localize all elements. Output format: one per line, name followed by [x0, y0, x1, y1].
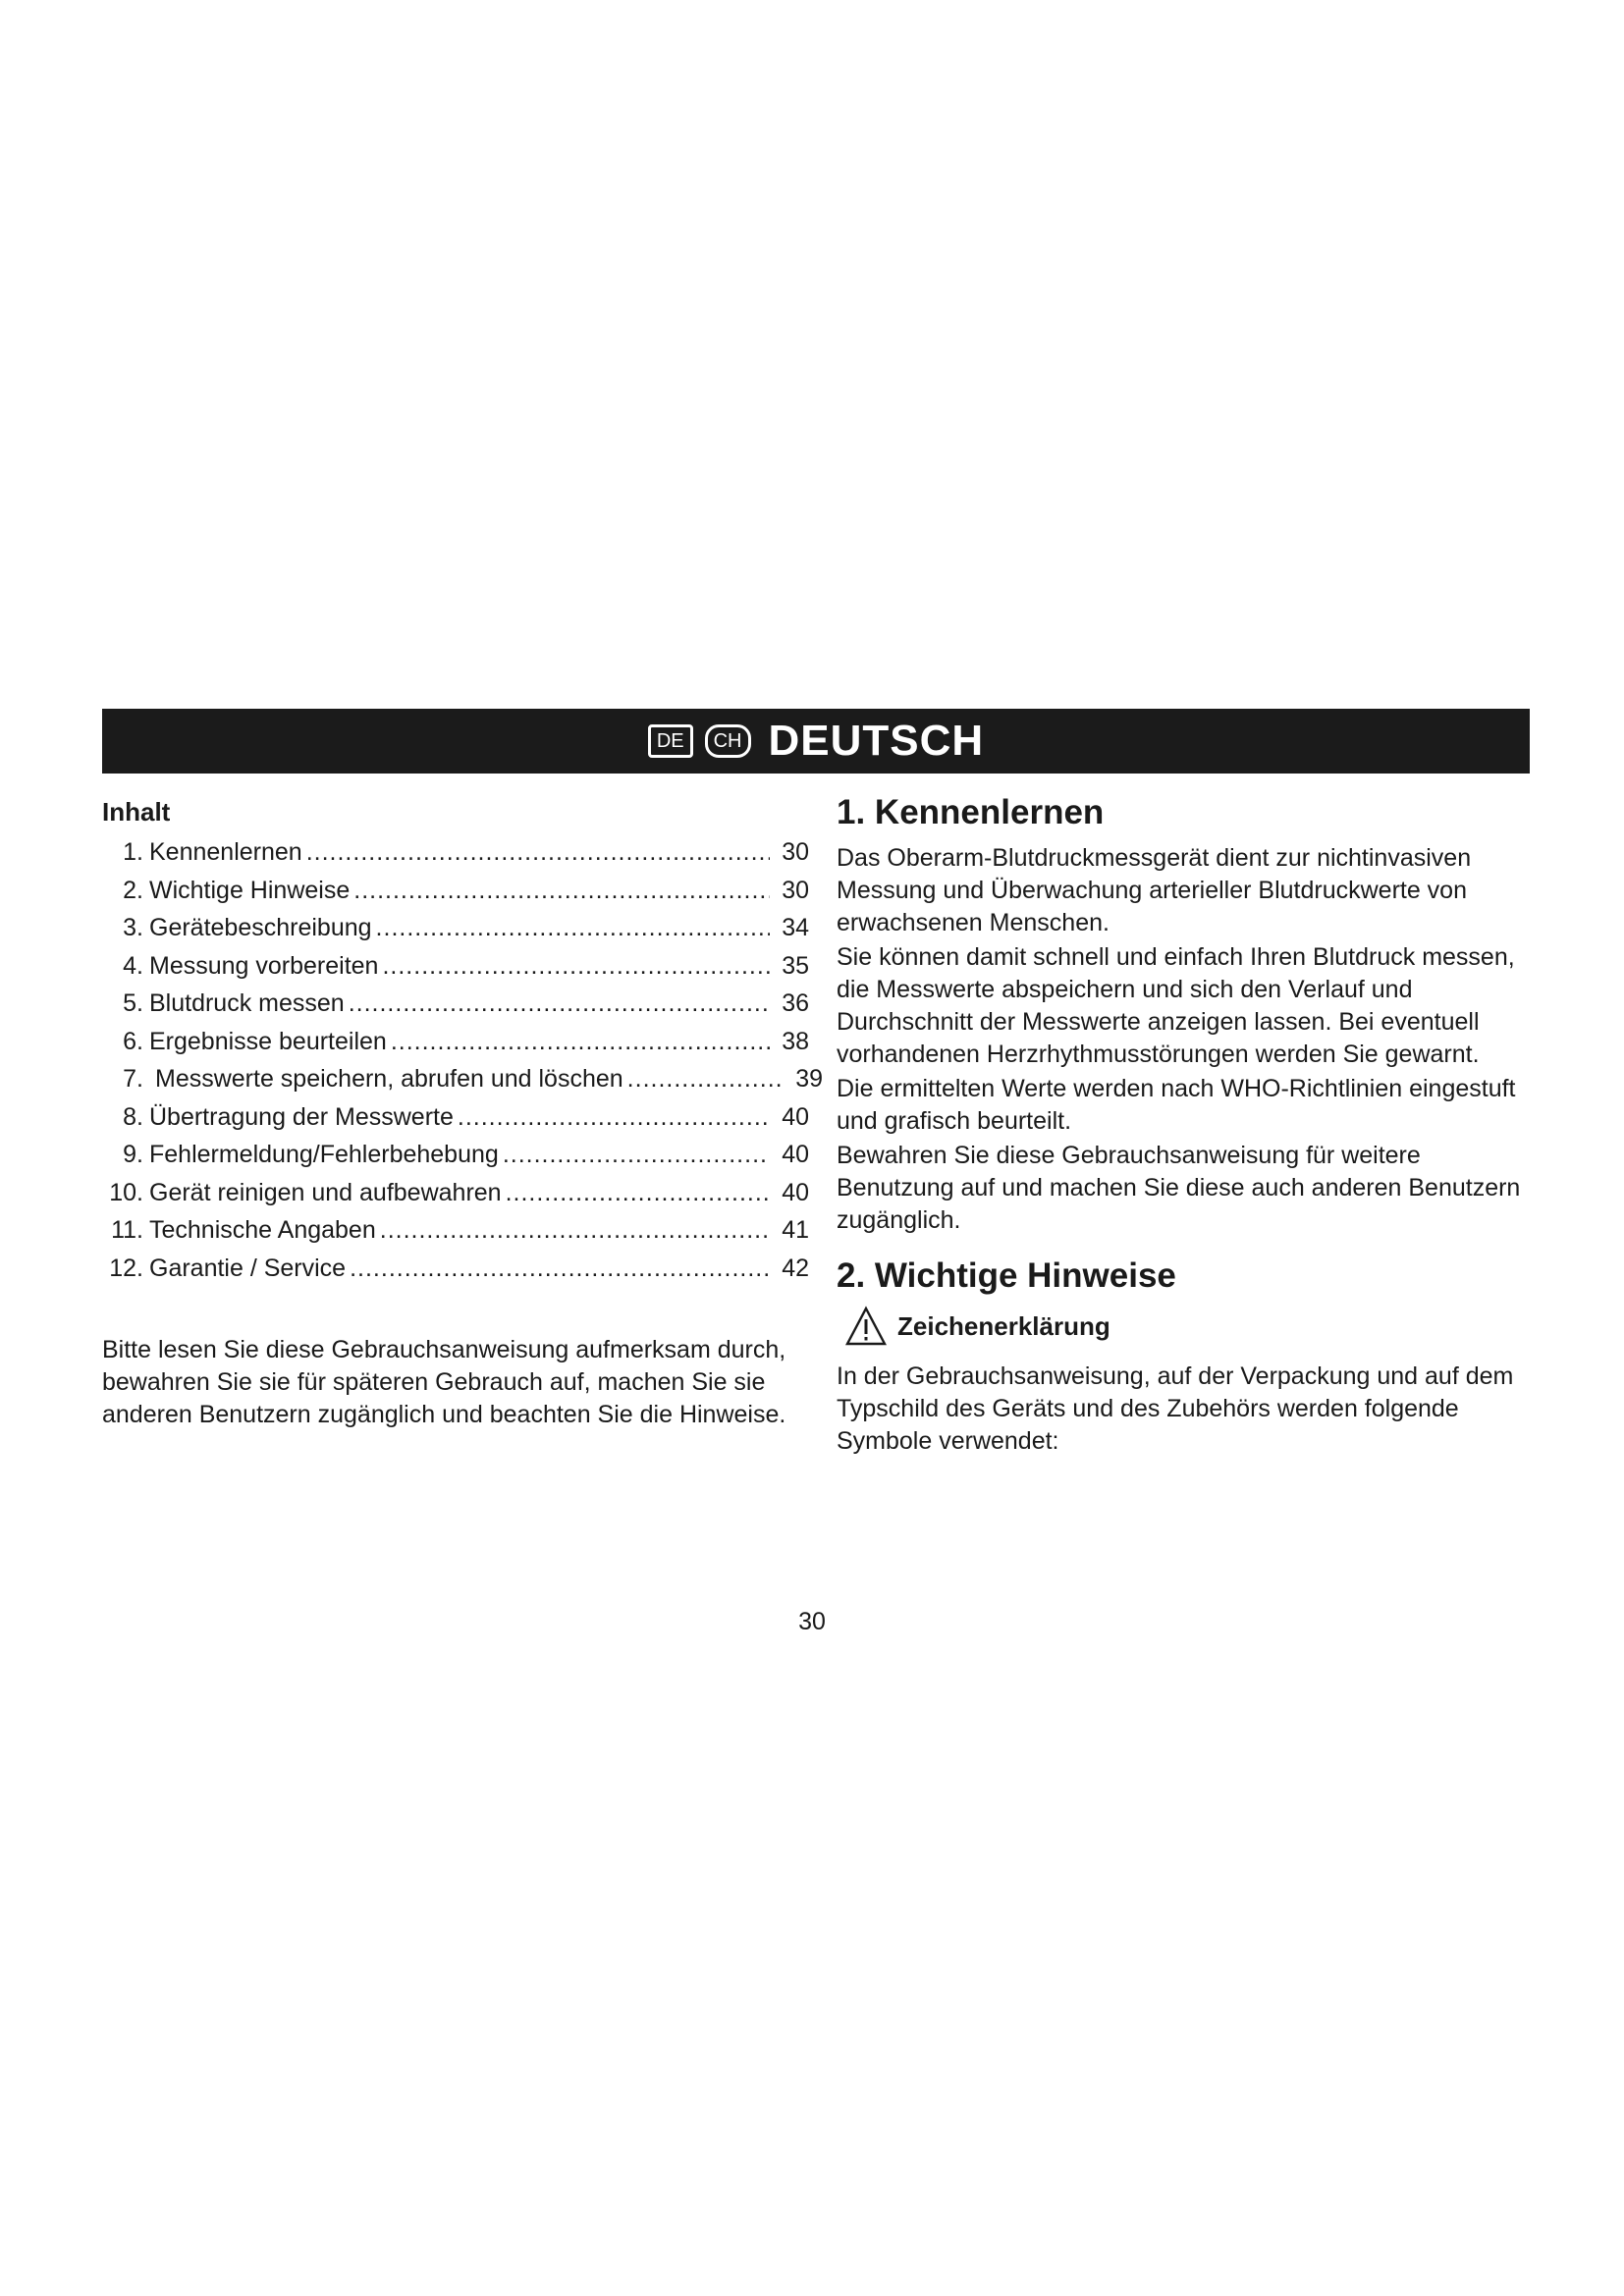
toc-title: Übertragung der Messwerte — [149, 1102, 454, 1131]
toc-number: 5. — [123, 989, 143, 1017]
toc-title: Ergebnisse beurteilen — [149, 1027, 387, 1055]
sub-heading-zeichenerklaerung — [844, 1306, 1536, 1347]
toc-item[interactable] — [102, 1136, 809, 1174]
toc-leader — [353, 872, 770, 910]
toc-leader — [627, 1060, 784, 1098]
toc-heading: Inhalt — [102, 797, 171, 827]
toc-number: 11. — [111, 1216, 143, 1244]
toc-item[interactable] — [102, 1174, 809, 1212]
right-column — [837, 793, 1536, 1460]
toc-page: 36 — [782, 989, 809, 1017]
toc-title: Blutdruck messen — [149, 989, 345, 1017]
toc-item[interactable] — [102, 947, 809, 986]
section-wichtige-hinweise — [837, 1256, 1536, 1458]
toc-title: Garantie / Service — [149, 1254, 347, 1282]
toc-page: 42 — [782, 1254, 809, 1282]
toc-title: Messung vorbereiten — [149, 951, 379, 980]
section-paragraph: Sie können damit schnell und einfach Ihren Blutdruck messen, die Messwerte abspeichern und sich den Verlauf und Durchschnitt der Messwerte anzeigen lassen. Bei eventuell vorhandenen Herzrhythmusstörungen werden Sie gewarnt. — [837, 943, 1515, 1068]
toc-page: 35 — [782, 951, 809, 980]
warning-triangle-icon — [844, 1306, 888, 1347]
toc-item[interactable] — [102, 1098, 809, 1137]
toc-page: 40 — [782, 1102, 809, 1131]
toc-item[interactable] — [102, 909, 809, 947]
language-title: DEUTSCH — [768, 717, 985, 765]
left-column — [102, 797, 823, 1456]
toc-page: 40 — [782, 1178, 809, 1206]
toc-page: 34 — [782, 914, 809, 941]
toc-leader — [349, 985, 770, 1023]
toc-title: Messwerte speichern, abrufen und löschen — [155, 1065, 623, 1093]
toc-number: 12. — [109, 1254, 143, 1282]
page-number: 30 — [798, 1608, 826, 1635]
section-heading-hinweise: 2. Wichtige Hinweise — [837, 1256, 1176, 1295]
toc-number: 10. — [109, 1178, 143, 1206]
toc-page: 30 — [782, 876, 809, 904]
intro-paragraph: Bitte lesen Sie diese Gebrauchsanweisung aufmerksam durch, bewahren Sie sie für späteren Gebrauch auf, machen Sie sie anderen Benutzern zugänglich und beachten Sie die Hinweise. — [102, 1336, 786, 1428]
toc-item[interactable] — [102, 1060, 823, 1098]
toc-item[interactable] — [102, 1023, 809, 1061]
toc-title: Fehlermeldung/Fehlerbehebung — [149, 1141, 499, 1168]
section-heading-kennenlernen: 1. Kennenlernen — [837, 793, 1105, 831]
section-paragraph: Das Oberarm-Blutdruckmessgerät dient zur nichtinvasiven Messung und Überwachung arterieller Blutdruckwerte von erwachsenen Menschen. — [837, 844, 1472, 936]
toc-number: 7. — [123, 1065, 143, 1093]
toc-page: 41 — [782, 1216, 809, 1244]
toc-item[interactable] — [102, 1211, 809, 1250]
toc-page: 30 — [782, 838, 809, 866]
toc-title: Kennenlernen — [149, 838, 302, 866]
toc-leader — [306, 833, 770, 872]
toc-leader — [382, 947, 770, 986]
toc-page: 38 — [782, 1027, 809, 1055]
toc-number: 3. — [123, 914, 143, 941]
language-banner — [102, 709, 1530, 774]
toc-number: 2. — [123, 876, 143, 904]
toc-leader — [380, 1211, 770, 1250]
toc-leader — [506, 1174, 770, 1212]
toc-number: 4. — [123, 951, 143, 980]
section-paragraph: Bewahren Sie diese Gebrauchsanweisung für weitere Benutzung auf und machen Sie diese auch anderen Benutzern zugänglich. — [837, 1142, 1521, 1234]
toc-item[interactable] — [102, 1250, 809, 1288]
toc-item[interactable] — [102, 985, 809, 1023]
toc-item[interactable] — [102, 872, 809, 910]
toc-item[interactable] — [102, 833, 809, 872]
toc-title: Wichtige Hinweise — [149, 876, 351, 904]
section-paragraph: Die ermittelten Werte werden nach WHO-Richtlinien eingestuft und grafisch beurteilt. — [837, 1075, 1516, 1135]
country-badge-ch: CH — [705, 724, 751, 758]
toc-number: 6. — [123, 1027, 143, 1055]
toc-leader — [376, 909, 770, 947]
sub-heading-label: Zeichenerklärung — [897, 1310, 1110, 1341]
toc-leader — [350, 1250, 770, 1288]
toc-title: Technische Angaben — [149, 1216, 376, 1244]
toc-page: 39 — [795, 1065, 823, 1093]
toc-number: 8. — [123, 1102, 143, 1131]
toc-title: Gerätebeschreibung — [149, 914, 372, 941]
toc-leader — [503, 1136, 770, 1174]
country-badge-de: DE — [648, 724, 693, 758]
table-of-contents — [102, 833, 823, 1287]
toc-title: Gerät reinigen und aufbewahren — [149, 1178, 502, 1206]
section-paragraph: In der Gebrauchsanweisung, auf der Verpackung und auf dem Typschild des Geräts und des Zubehörs werden folgende Symbole verwendet: — [837, 1362, 1514, 1455]
toc-number: 9. — [123, 1141, 143, 1168]
toc-number: 1. — [123, 838, 143, 866]
toc-page: 40 — [782, 1141, 809, 1168]
toc-leader — [391, 1023, 770, 1061]
toc-leader — [458, 1098, 770, 1137]
